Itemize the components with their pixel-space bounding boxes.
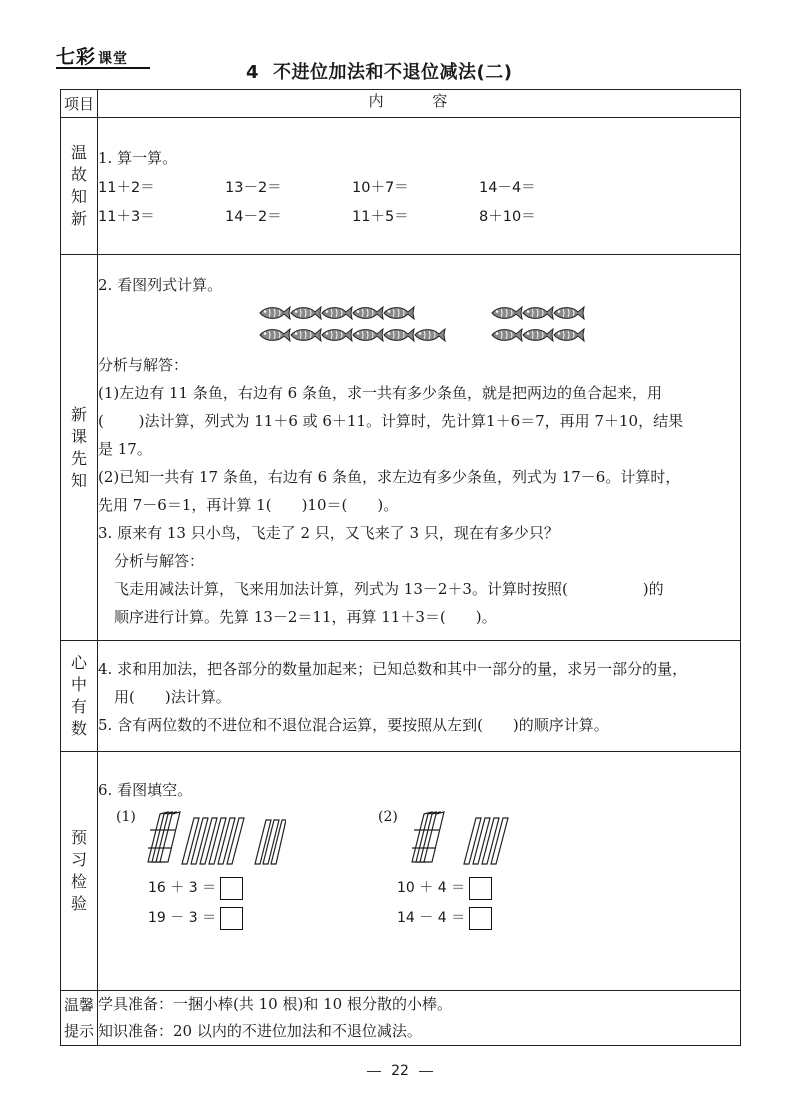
- q3-title: 3. 原来有 13 只小鸟，飞走了 2 只，又飞来了 3 只，现在有多少只？: [98, 524, 559, 542]
- answer-line: 飞走用减法计算，飞来用加法计算，列式为 13－2＋3。计算时按照( )的: [114, 580, 664, 598]
- loose-sticks-small: [255, 820, 286, 864]
- tip-line: 学具准备：一捆小棒(共 10 根)和 10 根分散的小棒。: [98, 995, 452, 1013]
- answer-line: 先用 7－6＝1，再计算 1( )10＝( )。: [98, 496, 399, 514]
- answer-line: ( )法计算，列式为 11＋6 或 6＋11。计算时，先计算1＋6＝7，再用 7＋10，结果: [98, 412, 684, 430]
- fish: [322, 329, 352, 341]
- equation: 13－2＝: [225, 180, 282, 196]
- q2-title: 2. 看图列式计算。: [98, 276, 223, 294]
- part-label: (1): [116, 809, 136, 825]
- equation: 11＋3＝: [98, 209, 155, 225]
- equation: 11＋5＝: [352, 209, 409, 225]
- row-mind: [61, 641, 741, 752]
- fish: [353, 329, 383, 341]
- stick-bundle: [412, 812, 444, 862]
- answer-line: (2)已知一共有 17 条鱼，右边有 6 条鱼，求左边有多少条鱼，列式为 17－6。计算时，: [98, 468, 681, 486]
- stick-bundle: [148, 812, 180, 862]
- fish-illustration: [98, 303, 740, 351]
- body-preview: [98, 752, 741, 991]
- sticks-picture-1: [146, 810, 286, 866]
- lesson-table: [60, 89, 741, 1046]
- fish: [554, 307, 584, 319]
- analysis-label: 分析与解答：: [114, 552, 205, 570]
- body-new: [98, 255, 741, 641]
- row-review: [61, 118, 741, 255]
- q4-line: 4. 求和用加法，把各部分的数量加起来；已知总数和其中一部分的量，求另一部分的量，: [98, 660, 688, 678]
- fish: [260, 329, 290, 341]
- q5-line: 5. 含有两位数的不进位和不退位混合运算，要按照从左到( )的顺序计算。: [98, 716, 609, 734]
- lesson-number: 4: [246, 62, 260, 83]
- header-item-cell: 项目: [61, 90, 98, 118]
- body-mind: [98, 641, 741, 752]
- answer-box[interactable]: [220, 907, 243, 930]
- answer-line: (1)左边有 11 条鱼，右边有 6 条鱼，求一共有多少条鱼，就是把两边的鱼合起来，用: [98, 384, 662, 402]
- equation: 11＋2＝: [98, 180, 155, 196]
- row-preview: [61, 752, 741, 991]
- row-new: [61, 255, 741, 641]
- fish: [523, 307, 553, 319]
- fish: [322, 307, 352, 319]
- fish: [260, 307, 290, 319]
- tip-line: 知识准备：20 以内的不进位加法和不退位减法。: [98, 1022, 422, 1040]
- row-tips: [61, 991, 741, 1046]
- fish: [554, 329, 584, 341]
- q4-line: 用( )法计算。: [114, 688, 231, 706]
- fish: [353, 307, 383, 319]
- sticks-picture-2: [410, 810, 520, 866]
- answer-line: 顺序进行计算。先算 13－2＝11，再算 11＋3＝( )。: [114, 608, 497, 626]
- fish: [384, 307, 414, 319]
- fill-equation: 14 － 4 ＝: [397, 904, 492, 932]
- fill-equation: 10 ＋ 4 ＝: [397, 874, 492, 902]
- brand-underline: [56, 67, 150, 69]
- label-new: 新 课 先 知: [61, 255, 98, 641]
- body-review: [98, 118, 741, 255]
- q6-title: 6. 看图填空。: [98, 781, 193, 799]
- brand-logo: [56, 42, 151, 70]
- lesson-title: 不进位加法和不退位减法(二): [273, 62, 513, 83]
- answer-box[interactable]: [469, 907, 492, 930]
- q1-title: 1. 算一算。: [98, 149, 178, 167]
- equation: 14－2＝: [225, 209, 282, 225]
- stick-exercise: [98, 804, 740, 990]
- fish: [291, 307, 321, 319]
- answer-box[interactable]: [220, 877, 243, 900]
- loose-sticks: [182, 818, 244, 864]
- fish: [384, 329, 414, 341]
- analysis-label: 分析与解答：: [98, 356, 189, 374]
- answer-box[interactable]: [469, 877, 492, 900]
- equation: 10＋7＝: [352, 180, 409, 196]
- fish: [492, 307, 522, 319]
- page-number: 22: [0, 1063, 800, 1079]
- fish: [523, 329, 553, 341]
- body-tips: [98, 991, 741, 1046]
- fish: [492, 329, 522, 341]
- loose-sticks: [464, 818, 508, 864]
- fill-equation: 19 － 3 ＝: [148, 904, 243, 932]
- equation-grid: [98, 174, 740, 232]
- label-review: 温 故 知 新: [61, 118, 98, 255]
- fish: [291, 329, 321, 341]
- table-header-row: [61, 90, 741, 118]
- label-preview: 预 习 检 验: [61, 752, 98, 991]
- fish-picture: [98, 303, 754, 351]
- part-label: (2): [378, 809, 398, 825]
- equation: 14－4＝: [479, 180, 536, 196]
- label-tips: 温馨 提示: [61, 991, 98, 1046]
- label-mind: 心 中 有 数: [61, 641, 98, 752]
- page-title: [246, 58, 586, 84]
- brand-text: 七彩 课堂: [56, 46, 129, 68]
- fill-equation: 16 ＋ 3 ＝: [148, 874, 243, 902]
- fish: [415, 329, 445, 341]
- equation: 8＋10＝: [479, 209, 536, 225]
- answer-line: 是 17。: [98, 440, 152, 458]
- header-content-cell: 内 容: [98, 90, 741, 118]
